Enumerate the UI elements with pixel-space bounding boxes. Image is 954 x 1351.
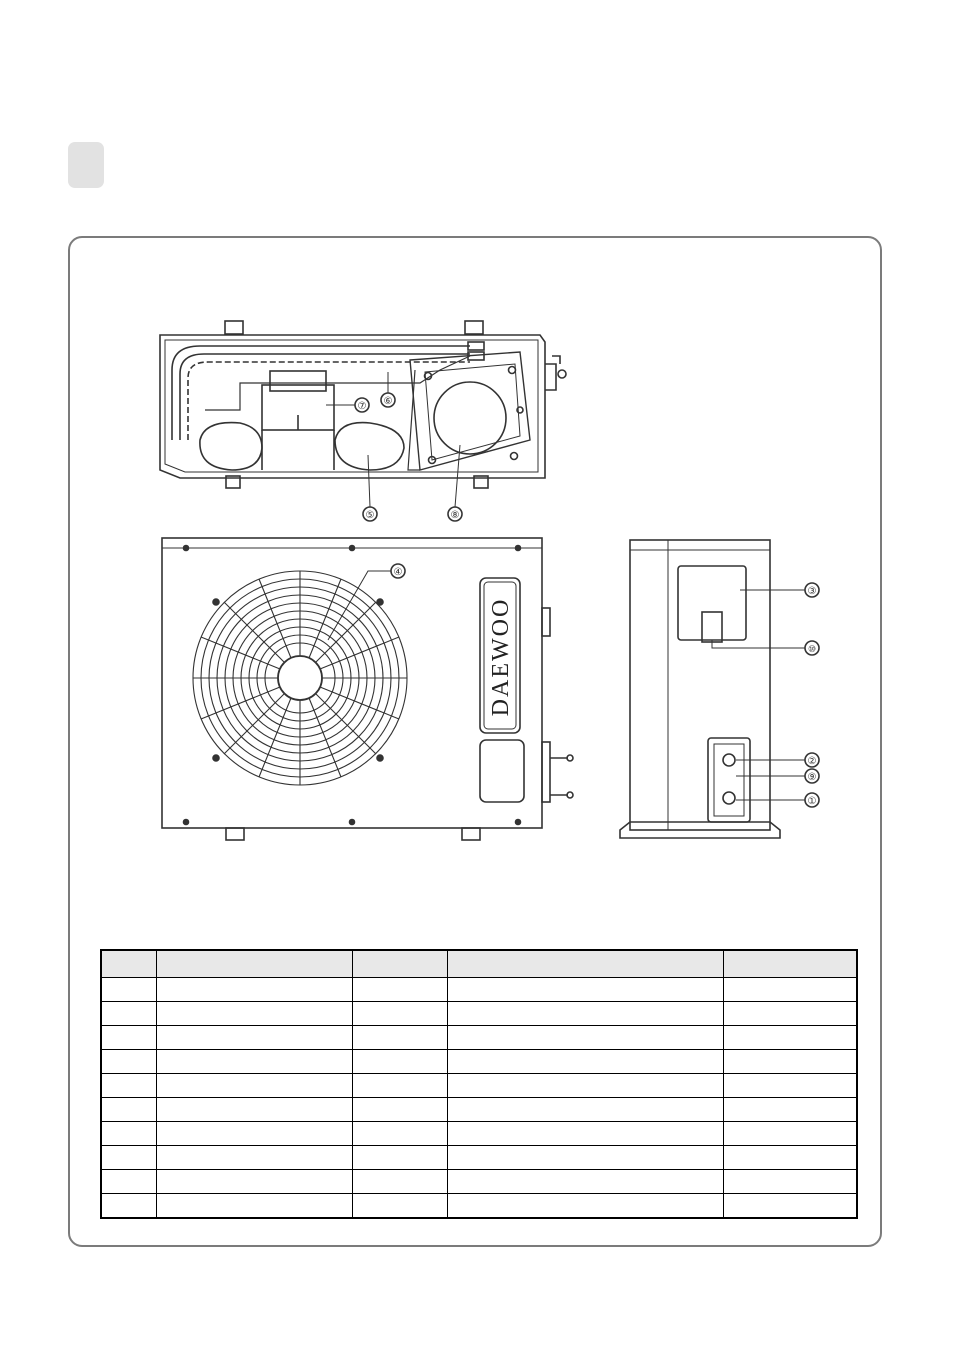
table-row	[101, 1146, 857, 1170]
table-row	[101, 1050, 857, 1074]
table-row	[101, 978, 857, 1002]
parts-table	[100, 949, 858, 1219]
table-row	[101, 1074, 857, 1098]
table-row	[101, 1194, 857, 1219]
callout-2: ②	[807, 756, 817, 767]
brand-label: DAEWOO	[488, 597, 514, 717]
callout-6: ⑥	[383, 396, 393, 407]
callout-10: ⑩	[807, 644, 817, 654]
side-view	[620, 540, 819, 838]
header-spec	[448, 950, 724, 978]
header-remarks	[723, 950, 857, 978]
header-qty	[352, 950, 447, 978]
callout-5: ⑤	[365, 510, 375, 521]
header-no	[101, 950, 156, 978]
table-row	[101, 1026, 857, 1050]
callout-4: ④	[393, 567, 403, 578]
table-row	[101, 1122, 857, 1146]
top-view	[160, 321, 566, 521]
header-part-name	[156, 950, 352, 978]
front-view	[162, 538, 573, 840]
callout-1: ①	[807, 796, 817, 807]
table-row	[101, 1170, 857, 1194]
table-row	[101, 1098, 857, 1122]
table-header-row	[101, 950, 857, 978]
table-row	[101, 1002, 857, 1026]
callout-9: ⑨	[807, 772, 817, 783]
callout-7: ⑦	[357, 401, 367, 412]
fan-grille	[193, 571, 407, 785]
callout-3: ③	[807, 586, 817, 597]
callout-8: ⑧	[450, 510, 460, 521]
